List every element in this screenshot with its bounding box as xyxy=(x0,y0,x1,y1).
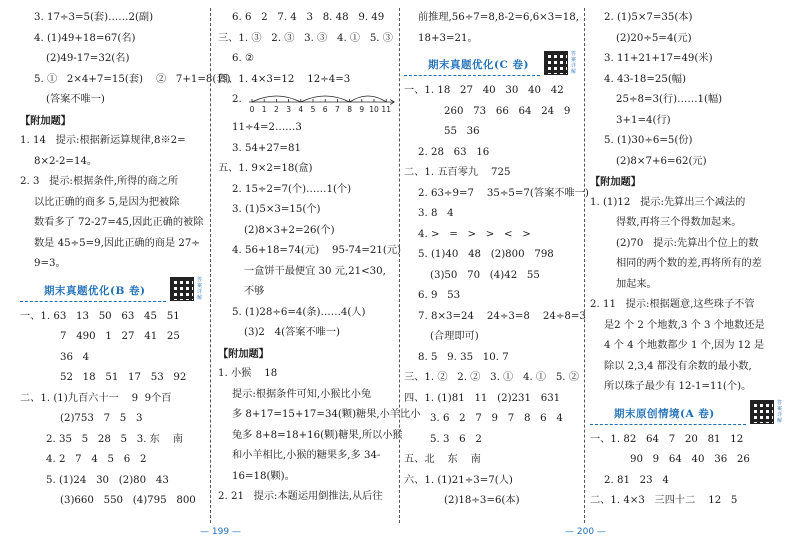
answer-line: 4 个 4 个地数都少 1 个,因为 12 是 xyxy=(604,340,765,351)
number-line-tick-label: 11 xyxy=(381,105,391,114)
answer-line: 二、1. 4×3 三四十二 12 5 xyxy=(590,495,738,506)
answer-line: 二、1. 五百零九 725 xyxy=(404,167,511,178)
qr-label: 答案详解 xyxy=(777,399,783,424)
answer-line: 5. (1)24 30 (2)80 43 xyxy=(46,474,169,486)
number-line-tick-label: 6 xyxy=(322,105,328,114)
answer-line: 2. (1)5×7=35(本) xyxy=(604,12,693,23)
answer-line: 一、1. 18 27 40 30 40 42 xyxy=(404,85,564,96)
answer-line: 2. 3 提示:根据条件,所得的商之所 xyxy=(20,176,179,187)
answer-line: (2)8×3+2=26(个) xyxy=(244,224,335,236)
answer-line: 得数,再将三个得数加起来。 xyxy=(616,217,742,228)
answer-line: 2. 81 23 4 xyxy=(604,474,669,486)
answer-line: 数是 45÷5=9,因此正确的商是 27÷ xyxy=(34,237,200,249)
answer-line: 5. (1)28÷6=4(条)……4(人) xyxy=(232,306,366,318)
section-label: 【附加题】 xyxy=(590,176,641,188)
answer-line: 1. 14 提示:根据新运算规律,8※2= xyxy=(20,135,186,146)
qr-code-icon xyxy=(544,51,568,75)
column-divider-3 xyxy=(584,8,585,523)
answer-line: 7. 8×3=24 24÷3=8 24÷8=3 xyxy=(418,310,586,322)
answer-line: 不够 xyxy=(244,286,265,297)
answer-line: 五、1. 9×2=18(盒) xyxy=(218,163,313,174)
number-line-row xyxy=(218,90,396,118)
number-line-tick-label: 5 xyxy=(310,105,316,114)
qr-label: 答案详解 xyxy=(197,276,203,301)
answer-line: (2)70 提示:先算出个位上的数 xyxy=(616,237,759,249)
answer-line: 加起来。 xyxy=(616,278,657,290)
number-line-tick-label: 4 xyxy=(298,105,304,114)
section-title-b: 期末真题优化(B 卷) xyxy=(44,284,146,297)
answer-line: 5. 3 6 2 xyxy=(430,433,482,445)
answer-line: 2. 15÷2=7(个)……1(个) xyxy=(232,183,352,195)
qr-code-icon xyxy=(170,277,194,301)
answer-line: 16=18(颗)。 xyxy=(232,470,295,482)
number-line-tick-label: 9 xyxy=(359,105,365,114)
answer-line: 52 18 51 17 53 92 xyxy=(60,372,187,383)
answer-line: 6. 9 53 xyxy=(418,290,461,301)
answer-line: 除以 2,3,4 都没有余数的最小数, xyxy=(604,360,752,372)
column-3 xyxy=(404,8,589,528)
answer-line: 多 8+17=15+17=34(颗)糖果,小羊比小 xyxy=(232,409,421,420)
answer-line: 3. 8 4 xyxy=(418,208,454,219)
section-rule xyxy=(20,301,166,302)
column-4 xyxy=(590,8,786,528)
answer-line: 三、1. ③ 2. ③ 3. ③ 4. ① 5. ③ xyxy=(218,32,393,44)
answer-line: 一、1. 82 64 7 20 81 12 xyxy=(590,433,744,445)
answer-line: 所以珠子最少有 12-1=11(个)。 xyxy=(604,381,752,392)
section-header-c xyxy=(404,51,580,79)
column-1 xyxy=(20,8,231,528)
answer-line: 25÷8=3(行)……1(幅) xyxy=(616,94,723,105)
answer-line: 相同的两个数的差,再将所有的差 xyxy=(616,258,762,269)
answer-line: (2)753 7 5 3 xyxy=(60,413,143,424)
answer-line: 55 36 xyxy=(444,126,480,137)
answer-line: (合理即可) xyxy=(430,331,479,342)
answer-line: 提示:根据条件可知,小猴比小兔 xyxy=(232,388,372,400)
answer-line: 5. (1)30÷6=5(份) xyxy=(604,135,693,146)
answer-line: 六、1. (1)21÷3=7(人) xyxy=(404,474,513,486)
answer-line: 5. (1)40 48 (2)800 798 xyxy=(418,249,554,260)
answer-line: 4. 43-18=25(幅) xyxy=(604,73,686,85)
answer-line: 3. (1)5×3=15(个) xyxy=(232,204,321,215)
answer-line: 3+1=4(行) xyxy=(616,114,671,126)
answer-line: (2)20÷5=4(元) xyxy=(616,32,692,44)
answer-line: 四、1. 4×3=12 12÷4=3 xyxy=(218,73,351,85)
answer-line: 1. 小猴 18 xyxy=(218,368,278,379)
answer-line: 前推理,56÷7=8,8-2=6,6×3=18, xyxy=(418,12,579,23)
number-line-tick-label: 3 xyxy=(286,105,291,114)
section-header-a xyxy=(590,400,786,428)
answer-line: 四、1. (1)81 11 (2)231 631 xyxy=(404,392,561,404)
number-line-tick-label: 10 xyxy=(369,105,379,114)
answer-line: (2)18÷3=6(本) xyxy=(444,495,520,506)
page-number-left: — 199 — xyxy=(200,527,241,537)
answer-line: 7 490 1 27 41 25 xyxy=(60,331,180,342)
answer-line: 2. 35 5 28 5 3. 东 南 xyxy=(46,433,183,445)
answer-line: 一、1. 63 13 50 63 45 51 xyxy=(20,310,180,322)
number-line-tick-label: 8 xyxy=(347,105,352,114)
section-title-c: 期末真题优化(C 卷) xyxy=(428,59,529,71)
answer-line: 4. 56+18=74(元) 95-74=21(元) xyxy=(232,245,402,256)
answer-line: 3. 11+21+17=49(米) xyxy=(604,53,713,64)
answer-line: 11÷4=2……3 xyxy=(232,122,302,133)
page-number-right: — 200 — xyxy=(565,527,606,537)
section-rule xyxy=(404,75,540,76)
column-divider-1 xyxy=(210,8,211,523)
answer-line: 18+3=21。 xyxy=(418,32,478,44)
answer-line: (2)49-17=32(名) xyxy=(46,53,130,64)
answer-line: 五、北 东 南 xyxy=(404,454,481,465)
answer-line: 二、1. (1)九百六十一 9 9个百 xyxy=(20,392,172,404)
number-line-label: 2. xyxy=(232,94,242,105)
answer-line: 2. 11 提示:根据题意,这些珠子不管 xyxy=(590,299,755,310)
answer-line: 8. 5 9. 35 10. 7 xyxy=(418,351,509,363)
answer-line: 1. (1)12 提示:先算出三个减法的 xyxy=(590,196,746,208)
qr-label: 答案详解 xyxy=(571,51,577,75)
section-rule xyxy=(590,424,746,425)
answer-line: 6. 6 2 7. 4 3 8. 48 9. 49 xyxy=(232,12,385,23)
number-line-tick-label: 0 xyxy=(249,105,255,114)
answer-line: (3)660 550 (4)795 800 xyxy=(60,495,196,506)
answer-line: 9=3。 xyxy=(34,258,66,269)
answer-line: (2)8×7+6=62(元) xyxy=(616,155,707,167)
answer-line: 2. 63÷9=7 35÷5=7(答案不唯一) xyxy=(418,187,589,199)
column-divider-2 xyxy=(399,8,400,523)
answer-line: 260 73 66 64 24 9 xyxy=(444,105,571,117)
answer-line: 90 9 64 40 36 26 xyxy=(630,454,750,465)
number-line-tick-label: 7 xyxy=(335,105,340,114)
answer-line: (答案不唯一) xyxy=(46,94,105,105)
answer-line: 和小羊相比,小猴的糖果多,多 34- xyxy=(232,450,381,461)
section-header-b xyxy=(20,277,206,305)
answer-line: 2. 21 提示:本题运用倒推法,从后往 xyxy=(218,491,383,502)
answer-line: 2. 28 63 16 xyxy=(418,146,490,158)
answer-line: 4. > = > > < > xyxy=(418,228,531,240)
column-2 xyxy=(218,8,421,528)
answer-line: 5. ① 2×4+7=15(套) ② 7+1=8(套) xyxy=(34,73,231,85)
qr-code-icon xyxy=(750,400,774,424)
answer-line: 4. (1)49+18=67(名) xyxy=(34,32,136,44)
number-line-tick-label: 1 xyxy=(261,105,267,114)
section-label: 【附加题】 xyxy=(20,114,71,127)
number-line-diagram xyxy=(246,90,396,118)
answer-line: 3. 54+27=81 xyxy=(232,142,301,154)
answer-line: 是2 个 2 个地数,3 个 3 个地数还是 xyxy=(604,319,765,331)
answer-line: 36 4 xyxy=(60,351,90,363)
answer-line: 数看多了 72-27=45,因此正确的被除 xyxy=(34,217,204,228)
answer-line: 兔多 8+8=18+16(颗)糖果,所以小猴 xyxy=(232,429,403,441)
answer-line: 3. 17÷3=5(套)……2(副) xyxy=(34,12,154,23)
section-title-a: 期末原创情境(A 卷) xyxy=(614,407,715,420)
answer-line: 8×2-2=14。 xyxy=(34,155,98,167)
answer-line: 一盒饼干最便宜 30 元,21<30, xyxy=(244,265,386,277)
answer-line: 三、1. ② 2. ② 3. ① 4. ① 5. ② xyxy=(404,372,579,383)
number-line-tick-label: 2 xyxy=(274,105,279,114)
answer-line: 6. ② xyxy=(232,53,255,64)
answer-line: 以比正确的商多 5,是因为把被除 xyxy=(34,196,180,208)
answer-line: 3. 6 2 7 9 7 8 6 4 xyxy=(430,413,563,424)
section-label: 【附加题】 xyxy=(218,347,269,360)
answer-line: (3)50 70 (4)42 55 xyxy=(430,269,540,281)
answer-line: 4. 2 7 4 5 6 2 xyxy=(46,454,147,465)
answer-line: (3)2 4(答案不唯一) xyxy=(244,327,340,338)
number-line-jump-arc xyxy=(350,96,387,102)
